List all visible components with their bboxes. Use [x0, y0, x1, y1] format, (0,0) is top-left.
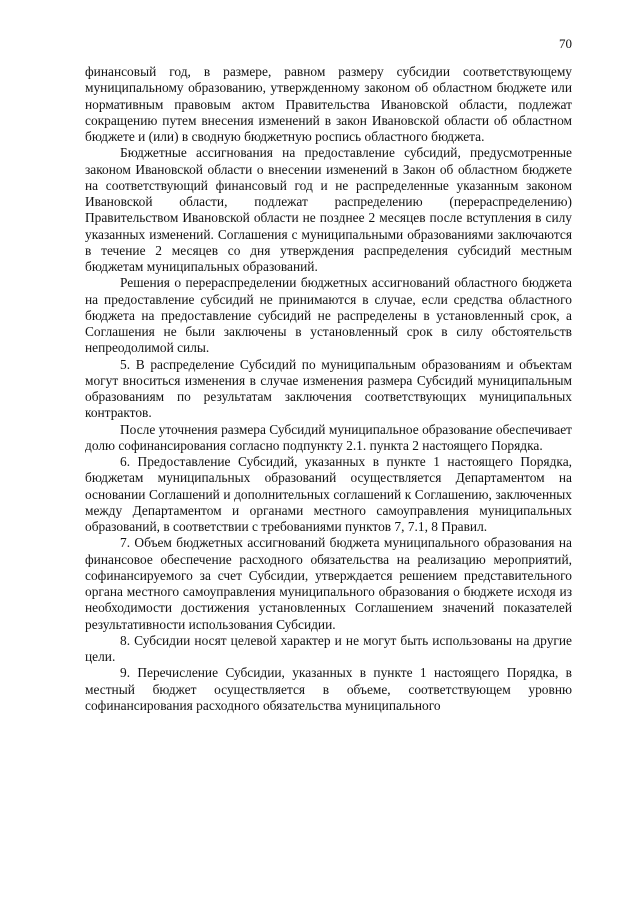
page-number: 70: [559, 36, 572, 51]
document-body: [85, 64, 572, 714]
paragraph-continuation: финансовый год, в размере, равном размеру субсидии соответствующему муниципальному образованию, утвержденному законом об областном бюджете или нормативным правовым актом Правительства Ивановской области, подлежат сокращению путем внесения изменений в закон Ивановской области об областном бюджете и (или) в сводную бюджетную роспись областного бюджета.: [85, 64, 572, 144]
paragraph-item-7: 7. Объем бюджетных ассигнований бюджета муниципального образования на финансовое обеспечение расходного обязательства на реализацию мероприятий, софинансируемого за счет Субсидии, утверждается решением представительного органа местного самоуправления муниципального образования о бюджете исходя из необходимости достижения установленных Соглашением значений показателей результативности использования Субсидии.: [85, 535, 572, 632]
paragraph-item-5: 5. В распределение Субсидий по муниципальным образованиям и объектам могут вноситься изменения в случае изменения размера Субсидий муниципальным образованиям по результатам заключения соответствующих муниципальных контрактов.: [85, 356, 572, 421]
paragraph-redistribution-decisions: Решения о перераспределении бюджетных ассигнований областного бюджета на предоставление субсидий не принимаются в случае, если средства областного бюджета на предоставление субсидий не распределены в установленный срок, а Соглашения не были заключены в установленный срок в силу обстоятельств непреодолимой силы.: [85, 275, 572, 356]
paragraph-item-8: 8. Субсидии носят целевой характер и не могут быть использованы на другие цели.: [85, 632, 572, 664]
paragraph-budget-allocations: Бюджетные ассигнования на предоставление субсидий, предусмотренные законом Ивановской области о внесении изменений в Закон об областном бюджете на соответствующий финансовый год и не распределенные указанным законом Ивановской области, подлежат распределению (перераспределению) Правительством Ивановской области не позднее 2 месяцев после вступления в силу указанных изменений. Соглашения с муниципальными образованиями заключаются в течение 2 месяцев со дня утверждения распределения субсидий местным бюджетам муниципальных образований.: [85, 145, 572, 274]
paragraph-cofinancing: После уточнения размера Субсидий муниципальное образование обеспечивает долю софинансирования согласно подпункту 2.1. пункта 2 настоящего Порядка.: [85, 421, 572, 453]
paragraph-item-6: 6. Предоставление Субсидий, указанных в пункте 1 настоящего Порядка, бюджетам муниципальных образований осуществляется Департаментом на основании Соглашений и дополнительных соглашений к Соглашению, заключенных между Департаментом и органами местного самоуправления муниципальных образований, в соответствии с требованиями пунктов 7, 7.1, 8 Правил.: [85, 454, 572, 534]
paragraph-item-9: 9. Перечисление Субсидии, указанных в пункте 1 настоящего Порядка, в местный бюджет осуществляется в объеме, соответствующем уровню софинансирования расходного обязательства муниципального: [85, 665, 572, 713]
